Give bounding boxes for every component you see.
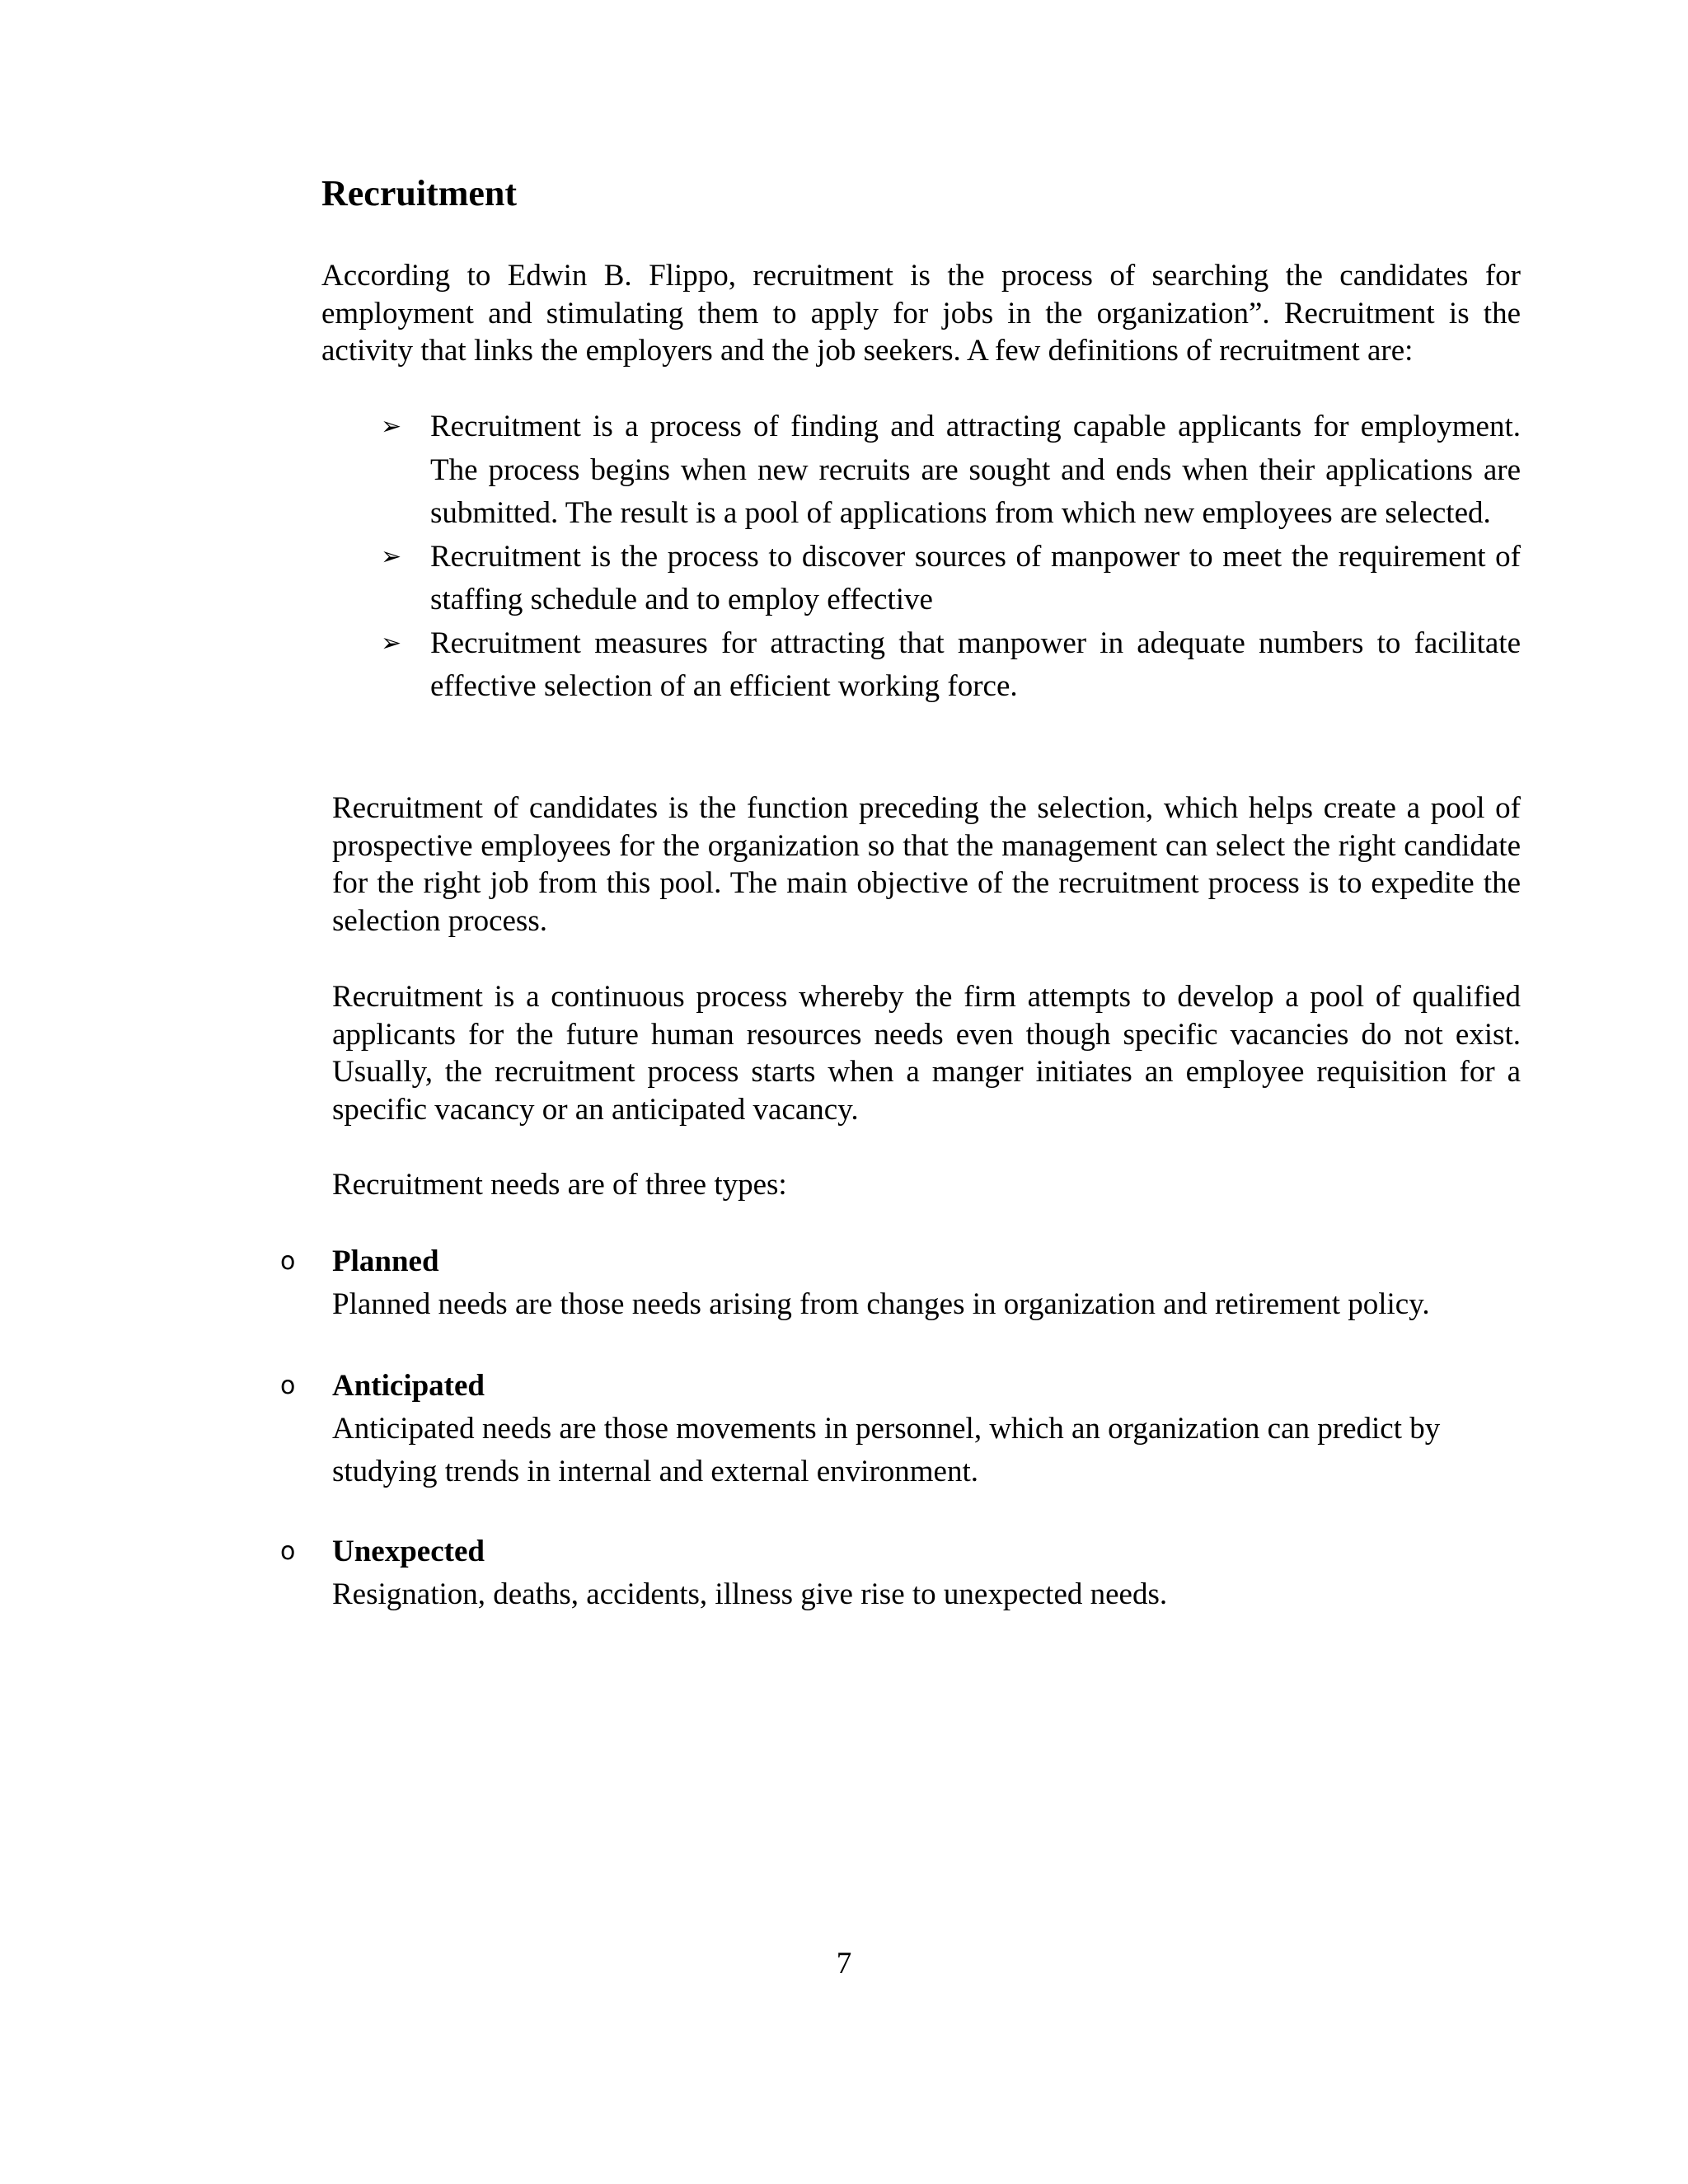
definition-text: Recruitment is the process to discover sources of manpower to meet the requirement of staffing schedule and to employ effective [430,539,1521,616]
arrow-bullet-icon: ➢ [381,541,402,571]
definition-item [381,405,1521,536]
page-number: 7 [836,1947,852,1980]
circle-bullet-icon: o [280,1371,296,1400]
arrow-bullet-icon: ➢ [381,628,402,658]
need-type-description: Planned needs are those needs arising from changes in organization and retirement policy. [332,1287,1430,1321]
section-heading: Recruitment [321,173,518,213]
definition-text: Recruitment is a process of finding and attracting capable applicants for employment. The process begins when new recruits are sought and ends when their applications are submitted. The result is a pool of applications from which new employees are selected. [430,410,1521,530]
selection-paragraph: Recruitment of candidates is the function preceding the selection, which helps create a pool of prospective employees for the organization so that the management can select the right candidate for the right job from this pool. The main objective of the recruitment process is to expedite the selection process. [332,791,1521,938]
definition-item [381,536,1521,622]
definition-text: Recruitment measures for attracting that manpower in adequate numbers to facilitate effective selection of an efficient working force. [430,626,1521,703]
definition-item [381,622,1521,709]
definitions-list [381,405,1521,709]
need-type-title: Planned [332,1244,439,1278]
arrow-bullet-icon: ➢ [381,412,402,441]
need-type-title: Anticipated [332,1369,485,1403]
need-type-title: Unexpected [332,1535,485,1568]
continuous-process-paragraph: Recruitment is a continuous process whereby the firm attempts to develop a pool of qualified applicants for the future human resources needs even though specific vacancies do not exist. Usually, the recruitment process starts when a manger initiates an employee requisition for a specific vacancy or an anticipated vacancy. [332,980,1521,1127]
need-type-description: Resignation, deaths, accidents, illness give rise to unexpected needs. [332,1577,1168,1611]
types-intro: Recruitment needs are of three types: [332,1168,787,1202]
need-type-description: Anticipated needs are those movements in personnel, which an organization can predict by studying trends in internal and external environment. [332,1412,1441,1488]
circle-bullet-icon: o [280,1537,296,1566]
circle-bullet-icon: o [280,1247,296,1276]
intro-paragraph: According to Edwin B. Flippo, recruitment is the process of searching the candidates for employment and stimulating them to apply for jobs in the organization”. Recruitment is the activity that links the employers and the job seekers. A few definitions of recruitment are: [321,259,1521,368]
